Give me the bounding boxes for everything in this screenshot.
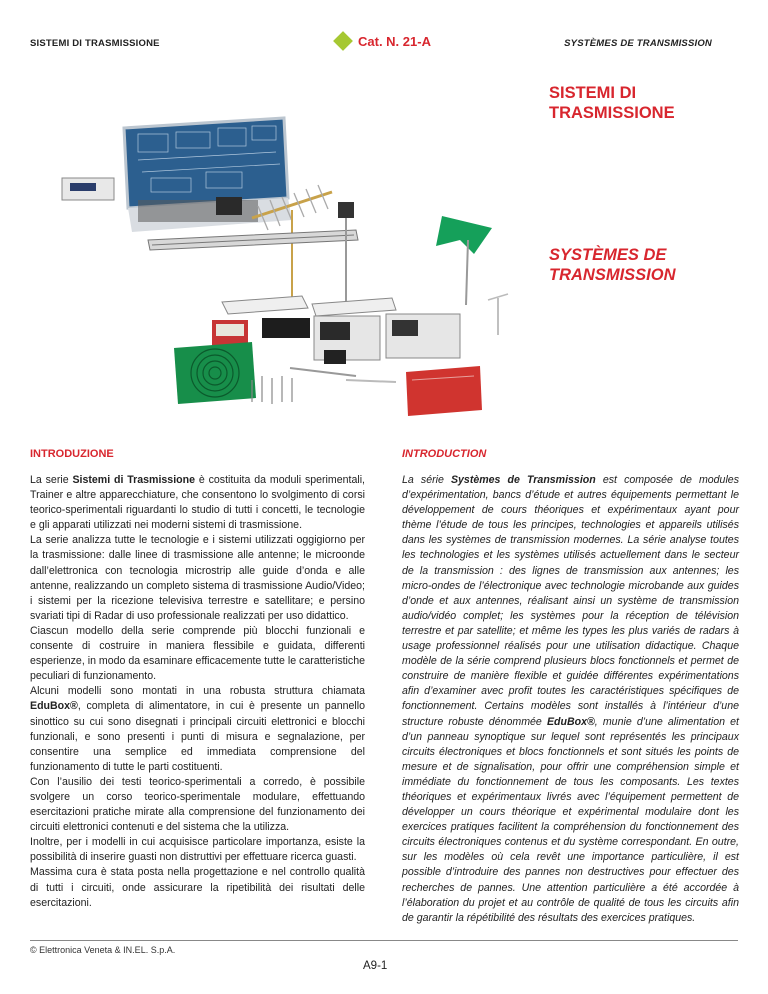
paragraph: [30, 684, 365, 775]
title-italian: [549, 83, 729, 123]
footer-copyright: © Elettronica Veneta & IN.EL. S.p.A.: [30, 945, 176, 955]
paragraph: Inoltre, per i modelli in cui acquisisce particolare importanza, esiste la possibilità di inserire guasti non distruttivi per effettuare ricerca guasti.: [30, 836, 365, 864]
title-french-line2: TRANSMISSION: [549, 266, 676, 284]
text-run: La série: [402, 474, 451, 486]
text-run: è costituita da moduli sperimentali, Trainer e altre apparecchiature, che consentono lo svolgimento di corsi teorico-sperimentali riguardanti lo studio di tutti i concetti, le tecnologie e gli apparati utilizzati nei moderni sistemi di trasmissione.: [30, 474, 365, 532]
paragraph: Massima cura è stata posta nella progettazione e nel controllo qualità di tutti i circuiti, onde assicurare la ripetibilità dei risultati delle esercitazioni.: [30, 866, 365, 909]
text-run: est composée de modules d’expérimentation, bancs d’étude et autres équipements permettant le développement de cours théoriques et expérimentaux ayant pour thème l’étude de tous les principes, technologies et appareils utilisés dans les systèmes de transmission modernes. La série analyse toutes les technologies et les systèmes utilisés actuellement dans le secteur de la transmission : des lignes de transmission aux antennes; les micro-ondes de l’électronique avec technologie microbande aux guides d’onde et aux antennes, réalisant ainsi un système de transmission audio/vidéo complet; les systèmes pour la réception de télévision terrestre et par satellite; et même les types les plus variés de radars à usage professionnel réalisés pour une utilisation didactique. Chaque modèle de la série comprend plusieurs blocs fonctionnels et permet de construire de manière flexible et guidée différentes expérimentations afin d’examiner avec profit toutes les caractéristiques spécifiques de fonctionnement. Certains modèles sont installés à l’intérieur d’une structure robuste dénommée: [402, 474, 739, 728]
paragraph: Con l’ausilio dei testi teorico-sperimentali a corredo, è possibile svolgere un corso teorico-sperimentale modulare, effettuando esercitazioni pratiche mirate alla comprensione del funzionamento dei circuiti elettronici contenuti e del sistema che la utilizza.: [30, 775, 365, 834]
section-heading-italian: INTRODUZIONE: [30, 448, 114, 460]
title-italian-line2: TRASMISSIONE: [549, 104, 675, 122]
paragraph: [30, 473, 365, 533]
header-section-french: SYSTÈMES DE TRANSMISSION: [564, 38, 712, 49]
bold-term: EduBox®: [546, 715, 595, 728]
paragraph: Ciascun modello della serie comprende più blocchi funzionali e consente di costruire in maniera flessibile e guidata, differenti esperienze, in modo da esaminare efficacemente tutte le caratteristiche peculiari di funzionamento.: [30, 624, 365, 683]
diamond-icon: [333, 31, 353, 51]
header-catalog: [336, 30, 431, 52]
page-number: A9-1: [363, 960, 388, 972]
bold-term: Systèmes de Transmission: [450, 474, 596, 486]
header-section-italian: SISTEMI DI TRASMISSIONE: [30, 38, 160, 49]
product-photo: [56, 80, 526, 425]
text-run: , completa di alimentatore, in cui è presente un pannello sinottico su cui sono disegnati i principali circuiti elettronici e blocchi funzionali, e sono presenti i punti di misura e segnalazione, per consentire una semplice ed immediata comprensione del funzionamento di tutte le parti costituenti.: [30, 700, 365, 773]
bold-term: EduBox®: [30, 700, 78, 713]
catalog-number: Cat. N. 21-A: [358, 33, 431, 49]
section-heading-french: INTRODUCTION: [402, 448, 487, 460]
text-run: La serie: [30, 474, 73, 486]
title-italian-line1: SISTEMI DI: [549, 84, 637, 102]
text-run: , munie d’une alimentation et d’un panneau synoptique sur lequel sont représentés les principaux circuits électroniques et blocs fonctionnels et sont situés les points de mesure et de signalisation, pour offrir une compréhension simple et immédiate du fonctionnement de tous les composants. Les textes théoriques et expérimentaux livrés avec l’équipement permettent de développer un cours théorique et expérimental modulaire dont les exercices pratiques facilitent la compréhension du fonctionnement des circuits électroniques contenus et du système correspondant. En outre, sur les modèles où cela revêt une importance particulière, il est possible d’introduire des pannes non destructives pour effectuer des recherches de pannes. Une attention particulière a été accordée à l’élaboration du projet et au contrôle de qualité de tous les circuits afin de garantir la répétibilité des résultats des exercices pratiques.: [402, 715, 739, 924]
body-french: [402, 473, 739, 926]
body-italian: [30, 473, 365, 911]
text-run: Alcuni modelli sono montati in una robusta struttura chiamata: [30, 685, 365, 698]
bold-term: Sistemi di Trasmissione: [72, 474, 195, 486]
title-french: [549, 245, 729, 285]
paragraph: La serie analizza tutte le tecnologie e i sistemi utilizzati oggigiorno per la trasmissione: dalle linee di trasmissione alle antenne; le microonde dall’elettronica con tecnologia microstrip alle guide d’onda e alle antenne, realizzando un completo sistema di trasmissione Audio/Video; i sistemi per la ricezione televisiva terrestre e satellitare; e persino svariati tipi di Radar di uso professionale realizzati per uso didattico.: [30, 534, 365, 622]
footer-divider: [30, 940, 738, 941]
title-french-line1: SYSTÈMES DE: [549, 246, 667, 264]
